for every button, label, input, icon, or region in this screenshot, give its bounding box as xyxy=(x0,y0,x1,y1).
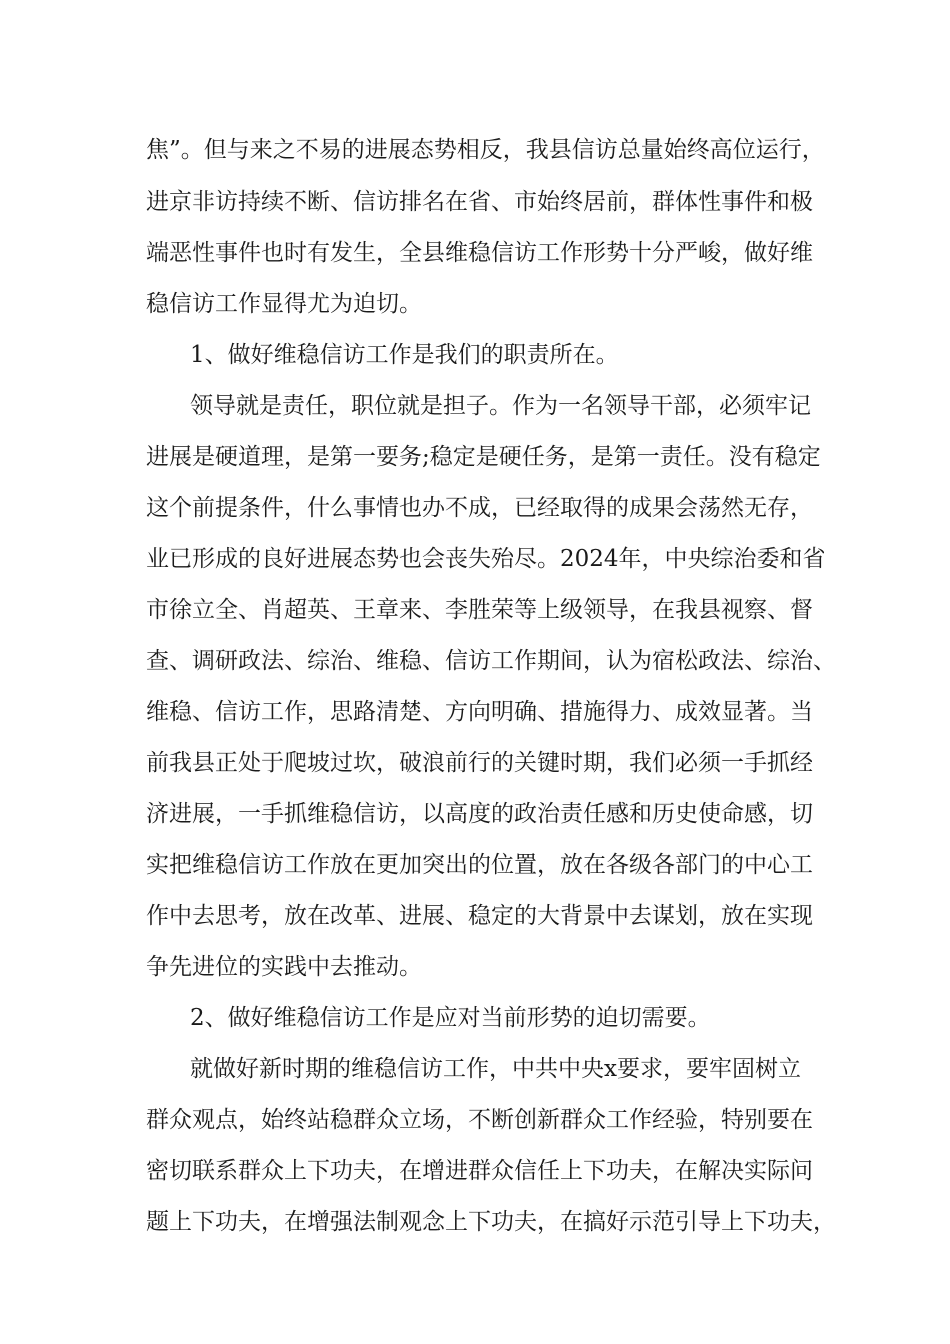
text-line: 端恶性事件也时有发生，全县维稳信访工作形势十分严峻，做好维 xyxy=(146,240,813,266)
text-line: 查、调研政法、综治、维稳、信访工作期间，认为宿松政法、综治、 xyxy=(146,648,836,674)
text-line: 进展是硬道理，是第一要务;稳定是硬任务，是第一责任。没有稳定 xyxy=(146,444,821,470)
text-line: 领导就是责任，职位就是担子。作为一名领导干部，必须牢记 xyxy=(190,393,811,419)
text-line: 进京非访持续不断、信访排名在省、市始终居前，群体性事件和极 xyxy=(146,189,813,215)
section-heading-2: 2、做好维稳信访工作是应对当前形势的迫切需要。 xyxy=(190,1005,711,1031)
text-line: 维稳、信访工作，思路清楚、方向明确、措施得力、成效显著。当 xyxy=(146,699,813,725)
text-line: 题上下功夫，在增强法制观念上下功夫，在搞好示范引导上下功夫， xyxy=(146,1209,836,1235)
text-line: 这个前提条件，什么事情也办不成，已经取得的成果会荡然无存， xyxy=(146,495,813,521)
text-line: 稳信访工作显得尤为迫切。 xyxy=(146,291,422,317)
text-line: 济进展，一手抓维稳信访，以高度的政治责任感和历史使命感，切 xyxy=(146,801,813,827)
text-line: 业已形成的良好进展态势也会丧失殆尽。2024年，中央综治委和省 xyxy=(146,546,826,572)
text-line: 前我县正处于爬坡过坎，破浪前行的关键时期，我们必须一手抓经 xyxy=(146,750,813,776)
section-heading-1: 1、做好维稳信访工作是我们的职责所在。 xyxy=(190,342,619,368)
text-line: 市徐立全、肖超英、王章来、李胜荣等上级领导，在我县视察、督 xyxy=(146,597,813,623)
text-line: 群众观点，始终站稳群众立场，不断创新群众工作经验，特别要在 xyxy=(146,1107,813,1133)
text-line: 实把维稳信访工作放在更加突出的位置，放在各级各部门的中心工 xyxy=(146,852,813,878)
text-line: 密切联系群众上下功夫，在增进群众信任上下功夫，在解决实际问 xyxy=(146,1158,813,1184)
text-line: 就做好新时期的维稳信访工作，中共中央x要求，要牢固树立 xyxy=(190,1056,801,1082)
text-line: 焦”。但与来之不易的进展态势相反，我县信访总量始终高位运行， xyxy=(146,137,825,163)
text-line: 作中去思考，放在改革、进展、稳定的大背景中去谋划，放在实现 xyxy=(146,903,813,929)
text-line: 争先进位的实践中去推动。 xyxy=(146,954,422,980)
